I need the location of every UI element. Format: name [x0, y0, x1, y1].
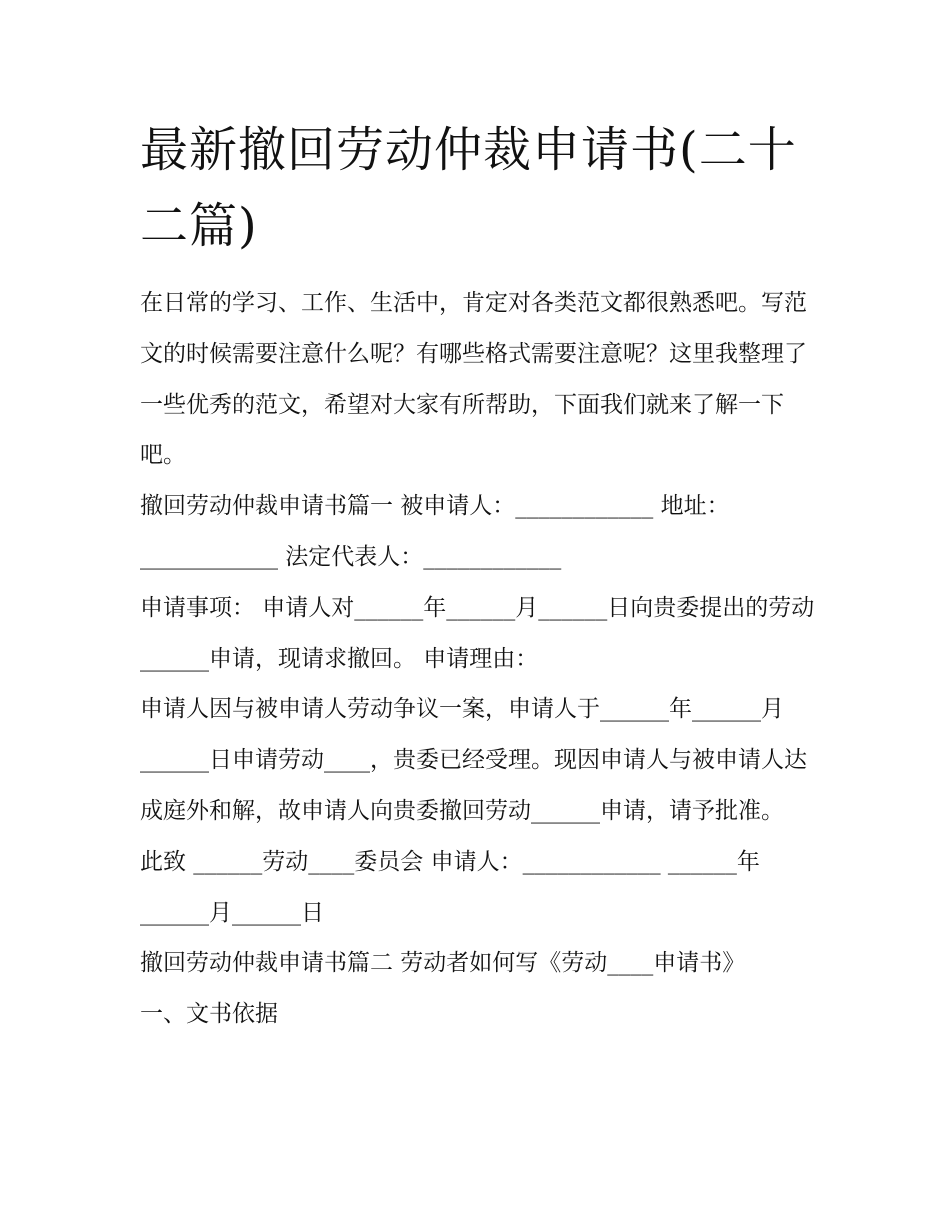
section-one-respondent-paragraph: 撤回劳动仲裁申请书篇一 被申请人：____________ 地址：____________ 法定代表人：____________ — [140, 493, 730, 570]
application-items-paragraph: 申请事项： 申请人对______年______月______日向贵委提出的劳动______申请，现请求撤回。 申请理由： — [140, 594, 815, 672]
application-reason-paragraph: 申请人因与被申请人劳动争议一案，申请人于______年______月______日申请劳动____，贵委已经受理。现因申请人与被申请人达成庭外和解，故申请人向贵委撤回劳动______申请，请予批准。 — [140, 696, 807, 824]
document-title: 最新撤回劳动仲裁申请书(二十二篇) — [140, 122, 797, 254]
section-two-heading-paragraph: 撤回劳动仲裁申请书篇二 劳动者如何写《劳动____申请书》 — [140, 950, 746, 977]
intro-paragraph: 在日常的学习、工作、生活中，肯定对各类范文都很熟悉吧。写范文的时候需要注意什么呢？有哪些格式需要注意呢？这里我整理了一些优秀的范文，希望对大家有所帮助，下面我们就来了解一下吧。 — [140, 290, 807, 469]
closing-signature-paragraph: 此致 ______劳动____委员会 申请人：____________ ______年______月______日 — [140, 848, 760, 926]
document-basis-heading: 一、文书依据 — [140, 1001, 278, 1028]
document-body — [140, 278, 820, 1040]
